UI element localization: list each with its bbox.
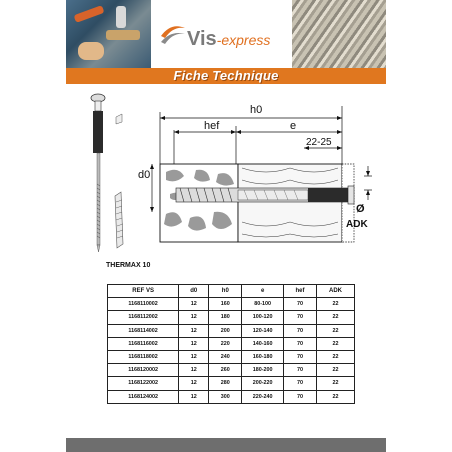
brand-main: Vis xyxy=(187,28,217,50)
cell-d0: 12 xyxy=(179,364,209,377)
cell-adk: 22 xyxy=(317,324,355,337)
table-header-row xyxy=(108,285,355,298)
cell-ref: 1168122002 xyxy=(108,377,179,390)
cell-e: 120-140 xyxy=(242,324,284,337)
cell-ref: 1168120002 xyxy=(108,364,179,377)
cell-h0: 160 xyxy=(209,298,242,311)
col-header: d0 xyxy=(179,285,209,298)
table-row xyxy=(108,337,355,350)
cell-d0: 12 xyxy=(179,298,209,311)
table-row xyxy=(108,311,355,324)
cell-ref: 1168118002 xyxy=(108,350,179,363)
table-row xyxy=(108,390,355,403)
cell-h0: 260 xyxy=(209,364,242,377)
cell-ref: 1168114002 xyxy=(108,324,179,337)
cell-adk: 22 xyxy=(317,298,355,311)
label-d0: d0 xyxy=(138,169,151,181)
cell-d0: 12 xyxy=(179,377,209,390)
col-header: e xyxy=(242,285,284,298)
technical-drawing xyxy=(66,84,386,264)
table-row xyxy=(108,377,355,390)
cell-ref: 1168110002 xyxy=(108,298,179,311)
cell-adk: 22 xyxy=(317,377,355,390)
cell-hef: 70 xyxy=(284,377,317,390)
cell-h0: 220 xyxy=(209,337,242,350)
label-hef: hef xyxy=(204,120,220,132)
cell-ref: 1168112002 xyxy=(108,311,179,324)
screws-photo xyxy=(292,0,386,68)
spec-table xyxy=(107,284,355,404)
col-header: h0 xyxy=(209,285,242,298)
header-banner xyxy=(66,0,386,68)
cell-h0: 180 xyxy=(209,311,242,324)
page-title: Fiche Technique xyxy=(66,68,386,84)
cell-h0: 300 xyxy=(209,390,242,403)
cell-adk: 22 xyxy=(317,390,355,403)
technical-sheet xyxy=(66,0,386,452)
cell-hef: 70 xyxy=(284,324,317,337)
label-diameter: Ø xyxy=(356,203,365,215)
swoosh-icon xyxy=(159,22,187,48)
cell-d0: 12 xyxy=(179,311,209,324)
cell-hef: 70 xyxy=(284,337,317,350)
label-range: 22-25 xyxy=(306,137,332,148)
cell-hef: 70 xyxy=(284,311,317,324)
cell-h0: 200 xyxy=(209,324,242,337)
col-header: hef xyxy=(284,285,317,298)
cell-e: 140-160 xyxy=(242,337,284,350)
cell-e: 200-220 xyxy=(242,377,284,390)
table-row xyxy=(108,350,355,363)
cell-adk: 22 xyxy=(317,364,355,377)
screw-illustration xyxy=(91,94,123,252)
footer-bar xyxy=(66,438,386,452)
table-row xyxy=(108,298,355,311)
cell-hef: 70 xyxy=(284,364,317,377)
cell-adk: 22 xyxy=(317,350,355,363)
table-row xyxy=(108,364,355,377)
cell-adk: 22 xyxy=(317,337,355,350)
brand-sub: -express xyxy=(216,32,271,48)
cell-d0: 12 xyxy=(179,337,209,350)
cell-e: 80-100 xyxy=(242,298,284,311)
label-e: e xyxy=(290,120,297,132)
cell-hef: 70 xyxy=(284,390,317,403)
cell-h0: 280 xyxy=(209,377,242,390)
cell-e: 220-240 xyxy=(242,390,284,403)
cell-adk: 22 xyxy=(317,311,355,324)
col-header: ADK xyxy=(317,285,355,298)
label-h0: h0 xyxy=(250,104,263,116)
cell-d0: 12 xyxy=(179,350,209,363)
wall-section xyxy=(160,164,354,242)
cell-e: 100-120 xyxy=(242,311,284,324)
anchor-section xyxy=(176,186,354,204)
cell-d0: 12 xyxy=(179,324,209,337)
cell-h0: 240 xyxy=(209,350,242,363)
cell-e: 160-180 xyxy=(242,350,284,363)
label-adk: ADK xyxy=(346,219,368,230)
product-name: THERMAX 10 xyxy=(106,262,151,269)
cell-hef: 70 xyxy=(284,350,317,363)
cell-ref: 1168124002 xyxy=(108,390,179,403)
cell-d0: 12 xyxy=(179,390,209,403)
table-row xyxy=(108,324,355,337)
tools-photo xyxy=(66,0,151,68)
cell-e: 180-200 xyxy=(242,364,284,377)
cell-hef: 70 xyxy=(284,298,317,311)
col-header: REF VS xyxy=(108,285,179,298)
logo xyxy=(151,0,292,68)
cell-ref: 1168116002 xyxy=(108,337,179,350)
